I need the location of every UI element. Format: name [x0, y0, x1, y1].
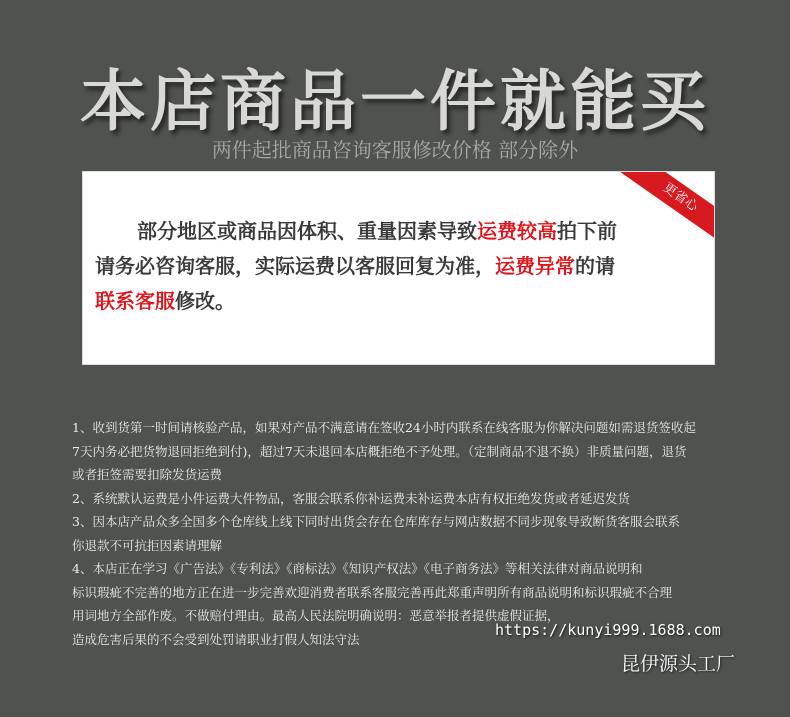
notice-line-1 [95, 214, 707, 249]
notice-highlight-high-shipping: 运费较高 [477, 219, 557, 243]
notice-line-2-tail: 的请 [575, 254, 615, 278]
terms-list [72, 416, 772, 651]
terms-line: 2、系统默认运费是小件运费大件物品，客服会联系你补运费未补运费本店有权拒绝发货或者延迟发货 [72, 490, 630, 506]
notice-line-2-text: 请务必咨询客服，实际运费以客服回复为准， [95, 254, 495, 278]
terms-line: 3、因本店产品众多全国多个仓库线上线下同时出货会存在仓库库存与网店数据不同步现象导致断货客服会联系 [72, 514, 680, 529]
terms-line: 用词地方全部作废。不做赔付理由。最高人民法院明确说明：恶意举报者提供虚假证据， [72, 608, 560, 623]
terms-line: 7天内务必把货物退回拒绝到付)，超过7天未退回本店概拒绝不予处理。（定制商品不退不换）非质量问题，退货 [72, 443, 687, 459]
shipping-notice-card [83, 172, 714, 364]
notice-line-1-tail: 拍下前 [557, 219, 617, 243]
terms-line: 你退款不可抗拒因素请理解 [72, 537, 223, 553]
notice-text [95, 214, 707, 319]
terms-line: 标识瑕疵不完善的地方正在进一步完善欢迎消费者联系客服完善再此郑重声明所有商品说明和标识瑕疵不合理 [72, 584, 673, 600]
terms-line: 造成危害后果的不会受到处罚请职业打假人知法守法 [72, 631, 360, 647]
terms-line: 或者拒签需要扣除发货运费 [72, 467, 223, 482]
notice-line-2 [95, 249, 707, 284]
notice-highlight-contact-service: 联系客服 [95, 289, 175, 313]
watermark-shop-name: 昆伊源头工厂 [621, 653, 736, 675]
watermark-url: https://kunyi999.1688.com [495, 621, 721, 639]
page-subheadline: 两件起批商品咨询客服修改价格 部分除外 [211, 138, 579, 162]
terms-line: 1、收到货第一时间请核验产品，如果对产品不满意请在签收24小时内联系在线客服为你解决问题如需退货签收起 [72, 420, 696, 435]
notice-highlight-abnormal-shipping: 运费异常 [495, 254, 575, 278]
page-headline: 本店商品一件就能买 [80, 63, 710, 140]
notice-line-1-text: 部分地区或商品因体积、重量因素导致 [137, 219, 477, 243]
notice-line-3-tail: 修改。 [175, 289, 235, 313]
notice-line-3 [95, 284, 707, 319]
corner-ribbon: 更省心 [615, 172, 714, 249]
terms-line: 4、本店正在学习《广告法》《专利法》《商标法》《知识产权法》《电子商务法》等相关法律对商品说明和 [72, 561, 643, 576]
